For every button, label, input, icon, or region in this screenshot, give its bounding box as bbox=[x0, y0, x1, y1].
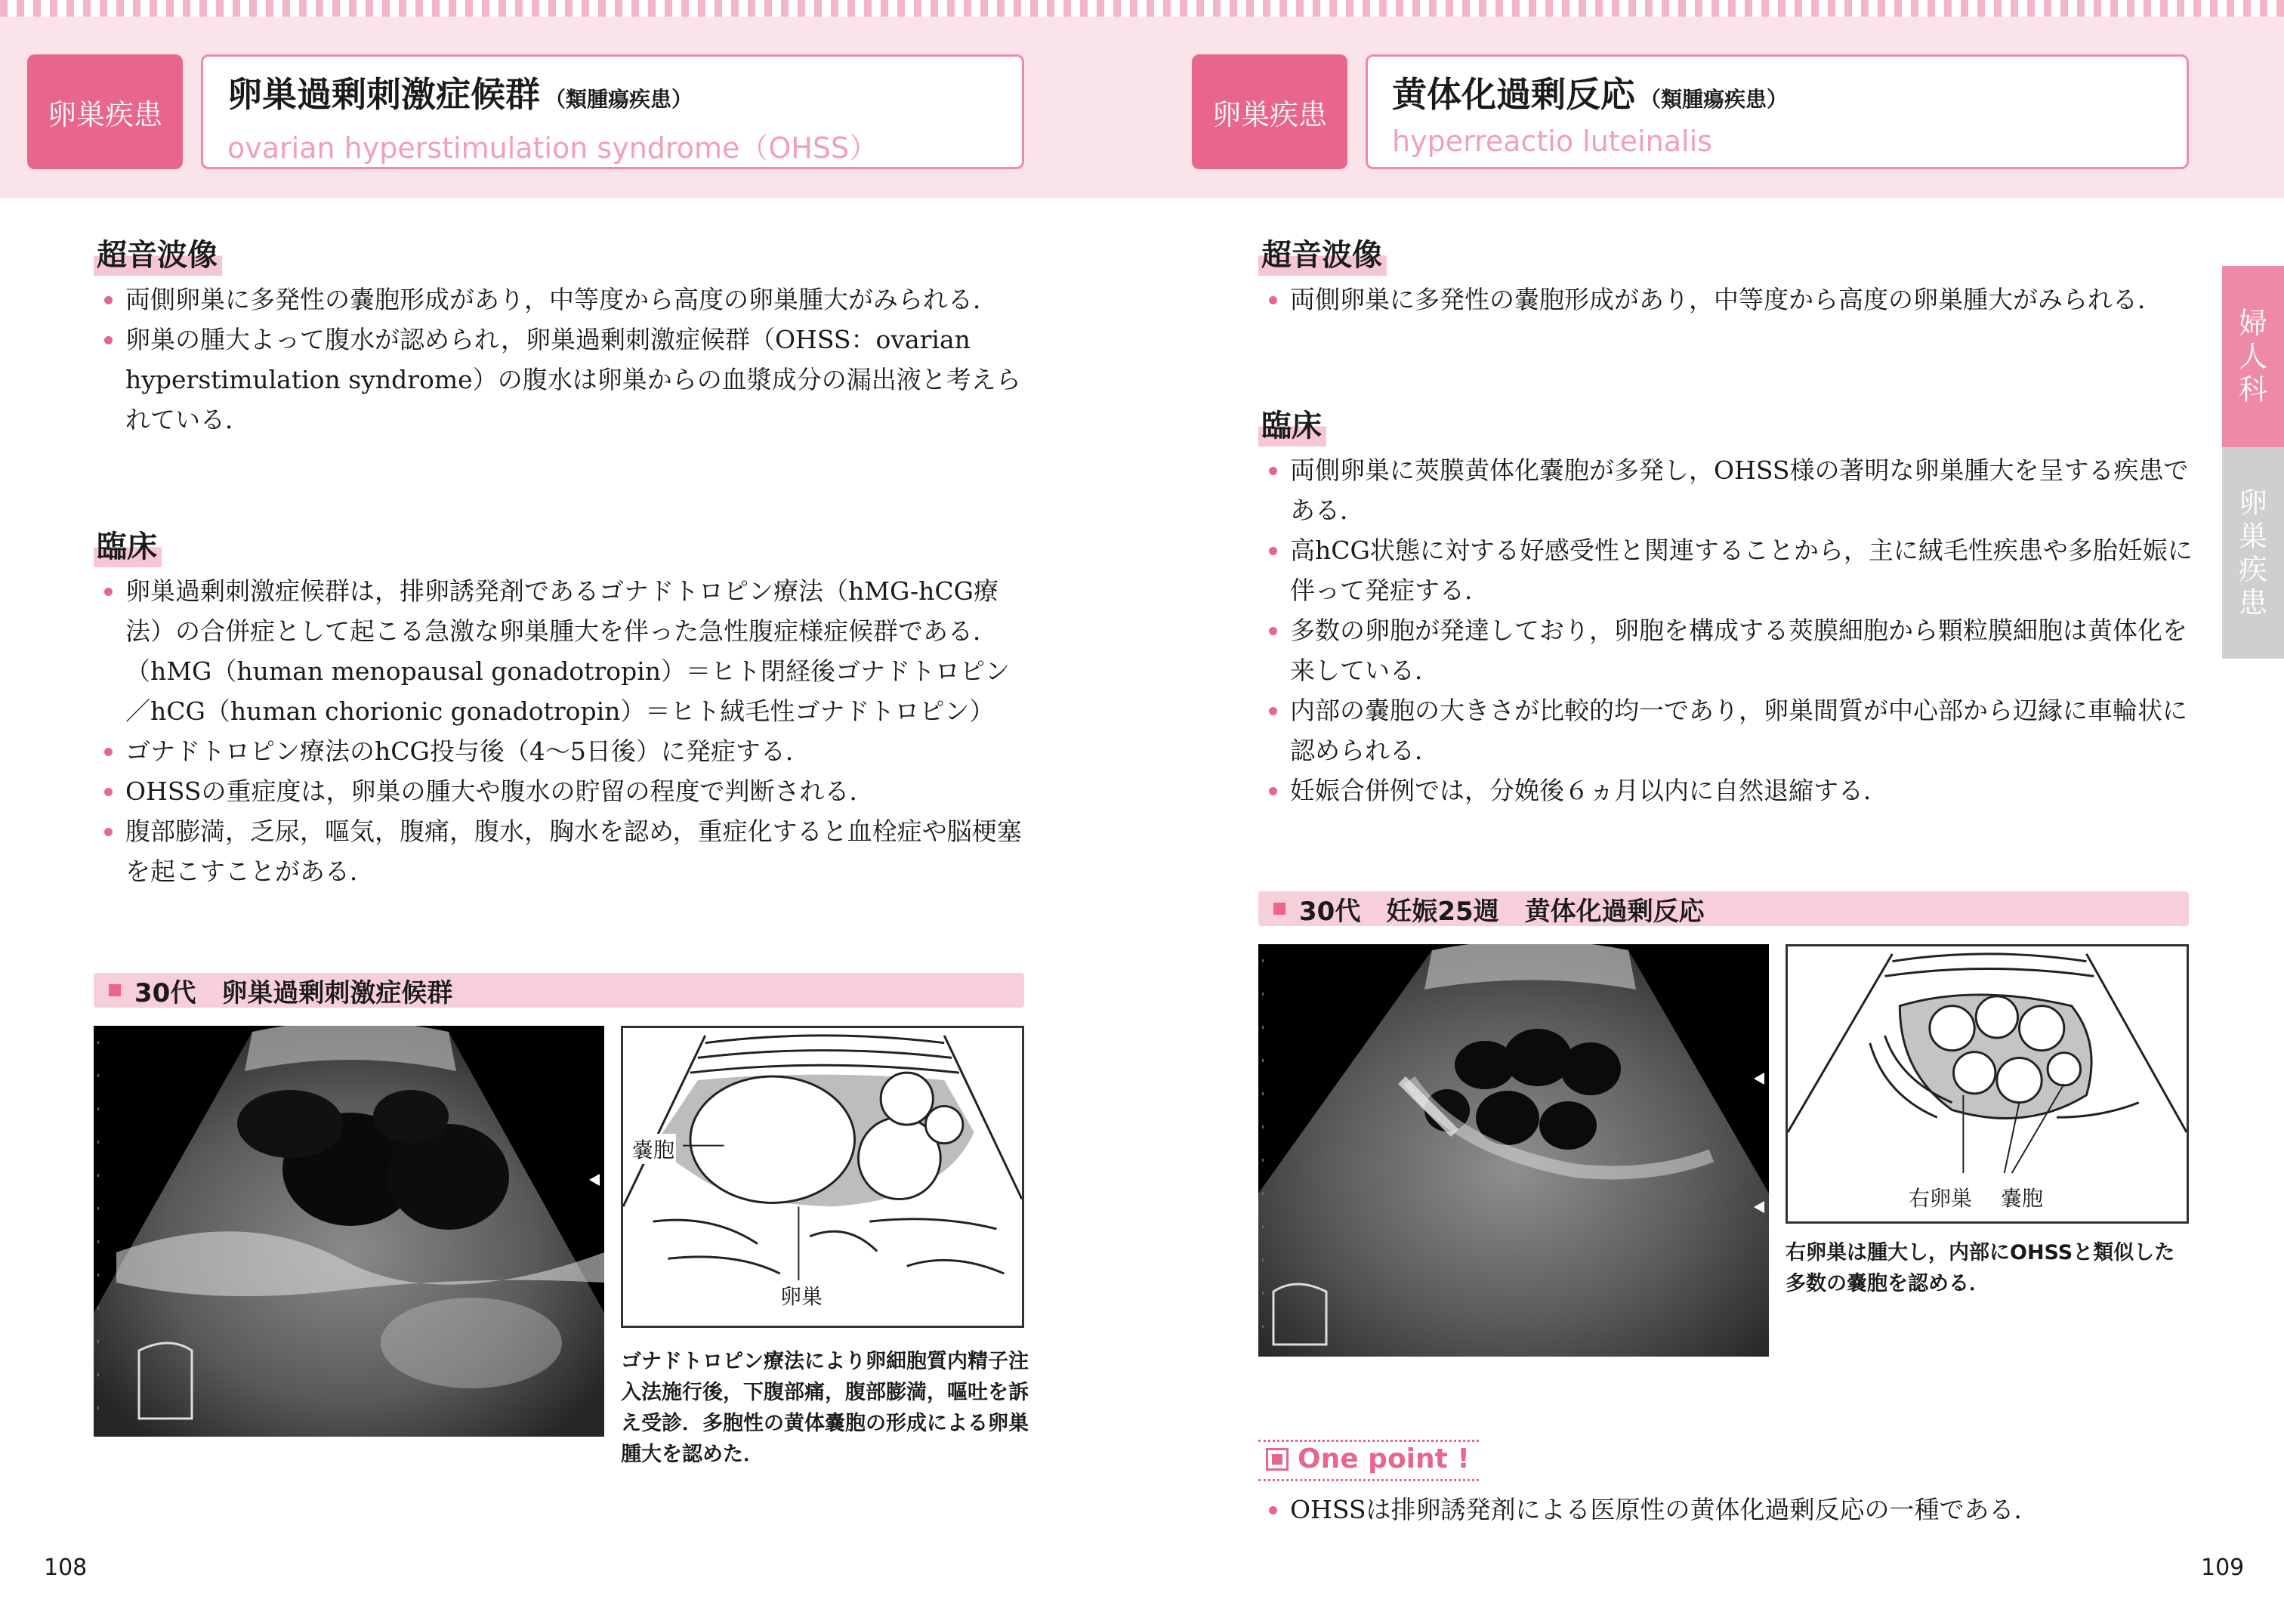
right-title bbox=[1392, 67, 2162, 117]
right-case-title: 30代 妊娠25週 黄体化過剰反応 bbox=[1299, 896, 1705, 927]
right-clinical-list bbox=[1263, 450, 2193, 810]
left-title-box bbox=[201, 54, 1024, 169]
side-tab-char: 人 bbox=[2238, 340, 2267, 373]
left-case-bar bbox=[94, 973, 1024, 1008]
list-item: 多数の卵胞が発達しており，卵胞を構成する莢膜細胞から顆粒膜細胞は黄体化を来している． bbox=[1263, 610, 2193, 690]
case-square-icon bbox=[1273, 903, 1286, 915]
side-tab-char: 科 bbox=[2238, 373, 2267, 406]
list-item: 卵巣の腫大よって腹水が認められ，卵巣過剰刺激症候群（OHSS：ovarian hyperstimulation syndrome）の腹水は卵巣からの血漿成分の漏出液と考えられている． bbox=[98, 320, 1029, 440]
left-page-number: 108 bbox=[44, 1555, 88, 1581]
right-label-cyst: 嚢胞 bbox=[1999, 1182, 2045, 1212]
one-point-icon bbox=[1266, 1448, 1289, 1471]
one-point-heading bbox=[1258, 1440, 1479, 1481]
right-clinical-heading: 臨床 bbox=[1258, 402, 1326, 446]
left-case-title: 30代 卵巣過剰刺激症候群 bbox=[134, 977, 453, 1008]
right-label-right-ovary: 右卵巣 bbox=[1907, 1182, 1974, 1212]
one-point-list bbox=[1263, 1490, 2193, 1530]
right-title-box bbox=[1366, 54, 2189, 169]
left-caption: ゴナドトロピン療法により卵細胞質内精子注入法施行後，下腹部痛，腹部膨満，嘔吐を訴え受診．多胞性の黄体嚢胞の形成による卵巣腫大を認めた． bbox=[621, 1350, 1029, 1466]
list-item: ゴナドトロピン療法のhCG投与後（4～5日後）に発症する． bbox=[98, 731, 1029, 771]
right-case-bar bbox=[1258, 891, 2189, 926]
list-item: 腹部膨満，乏尿，嘔気，腹痛，腹水，胸水を認め，重症化すると血栓症や脳梗塞を起こすことがある． bbox=[98, 811, 1029, 891]
top-decorative-border bbox=[0, 0, 2284, 17]
right-title-en: hyperreactio luteinalis bbox=[1392, 125, 1712, 158]
right-ultrasound-heading: 超音波像 bbox=[1258, 231, 1387, 276]
case-square-icon bbox=[109, 984, 121, 996]
left-schematic-diagram bbox=[621, 1026, 1024, 1328]
side-tab-char: 巣 bbox=[2238, 520, 2267, 553]
one-point-label: One point ! bbox=[1298, 1443, 1470, 1474]
list-item: OHSSは排卵誘発剤による医原性の黄体化過剰反応の一種である． bbox=[1263, 1490, 2193, 1530]
left-label-cyst: 嚢胞 bbox=[631, 1134, 676, 1164]
side-tab-char: 婦 bbox=[2238, 307, 2267, 340]
list-item: 卵巣過剰刺激症候群は，排卵誘発剤であるゴナドトロピン療法（hMG-hCG療法）の合併症として起こる急激な卵巣腫大を伴った急性腹症様症候群である．（hMG（human menopausal gonadotropin）＝ヒト閉経後ゴナドトロピン／hCG（human chorionic gonadotropin）＝ヒト絨毛性ゴナドトロピン） bbox=[98, 571, 1029, 731]
right-page-number: 109 bbox=[2201, 1555, 2245, 1581]
left-ultrasound-heading: 超音波像 bbox=[94, 231, 222, 276]
list-item: 妊娠合併例では，分娩後６ヵ月以内に自然退縮する． bbox=[1263, 770, 2193, 810]
right-title-note: （類腫瘍疾患） bbox=[1640, 87, 1789, 112]
right-title-text: 黄体化過剰反応 bbox=[1392, 74, 1635, 115]
side-tab-char: 卵 bbox=[2238, 486, 2267, 520]
right-ultrasound-list bbox=[1263, 279, 2193, 320]
left-title bbox=[227, 67, 998, 117]
left-ultrasound-image bbox=[94, 1026, 604, 1437]
left-label-ovary: 卵巣 bbox=[779, 1280, 824, 1311]
left-ultrasound-list bbox=[98, 279, 1029, 440]
list-item: 高hCG状態に対する好感受性と関連することから，主に絨毛性疾患や多胎妊娠に伴って発症する． bbox=[1263, 530, 2193, 610]
right-ultrasound-image bbox=[1258, 944, 1769, 1357]
list-item: OHSSの重症度は，卵巣の腫大や腹水の貯留の程度で判断される． bbox=[98, 771, 1029, 811]
list-item: 両側卵巣に多発性の嚢胞形成があり，中等度から高度の卵巣腫大がみられる． bbox=[98, 279, 1029, 320]
list-item: 両側卵巣に莢膜黄体化嚢胞が多発し，OHSS様の著明な卵巣腫大を呈する疾患である． bbox=[1263, 450, 2193, 530]
left-clinical-list bbox=[98, 571, 1029, 891]
right-caption: 右卵巣は腫大し，内部にOHSSと類似した多数の嚢胞を認める． bbox=[1786, 1241, 2175, 1295]
left-category-badge: 卵巣疾患 bbox=[27, 54, 183, 169]
right-category-badge: 卵巣疾患 bbox=[1192, 54, 1347, 169]
left-title-en: ovarian hyperstimulation syndrome（OHSS） bbox=[227, 131, 878, 165]
left-clinical-heading: 臨床 bbox=[94, 523, 162, 567]
side-tab-ovarian-disease[interactable] bbox=[2222, 447, 2284, 659]
side-tab-char: 疾 bbox=[2238, 553, 2267, 586]
left-title-note: （類腫瘍疾患） bbox=[545, 87, 693, 112]
right-schematic-diagram bbox=[1786, 944, 2189, 1224]
list-item: 内部の嚢胞の大きさが比較的均一であり，卵巣間質が中心部から辺縁に車輪状に認められる． bbox=[1263, 690, 2193, 770]
side-tab-gynecology[interactable] bbox=[2222, 266, 2284, 447]
side-tab-char: 患 bbox=[2238, 586, 2267, 619]
left-title-text: 卵巣過剰刺激症候群 bbox=[227, 74, 540, 115]
list-item: 両側卵巣に多発性の嚢胞形成があり，中等度から高度の卵巣腫大がみられる． bbox=[1263, 279, 2193, 320]
